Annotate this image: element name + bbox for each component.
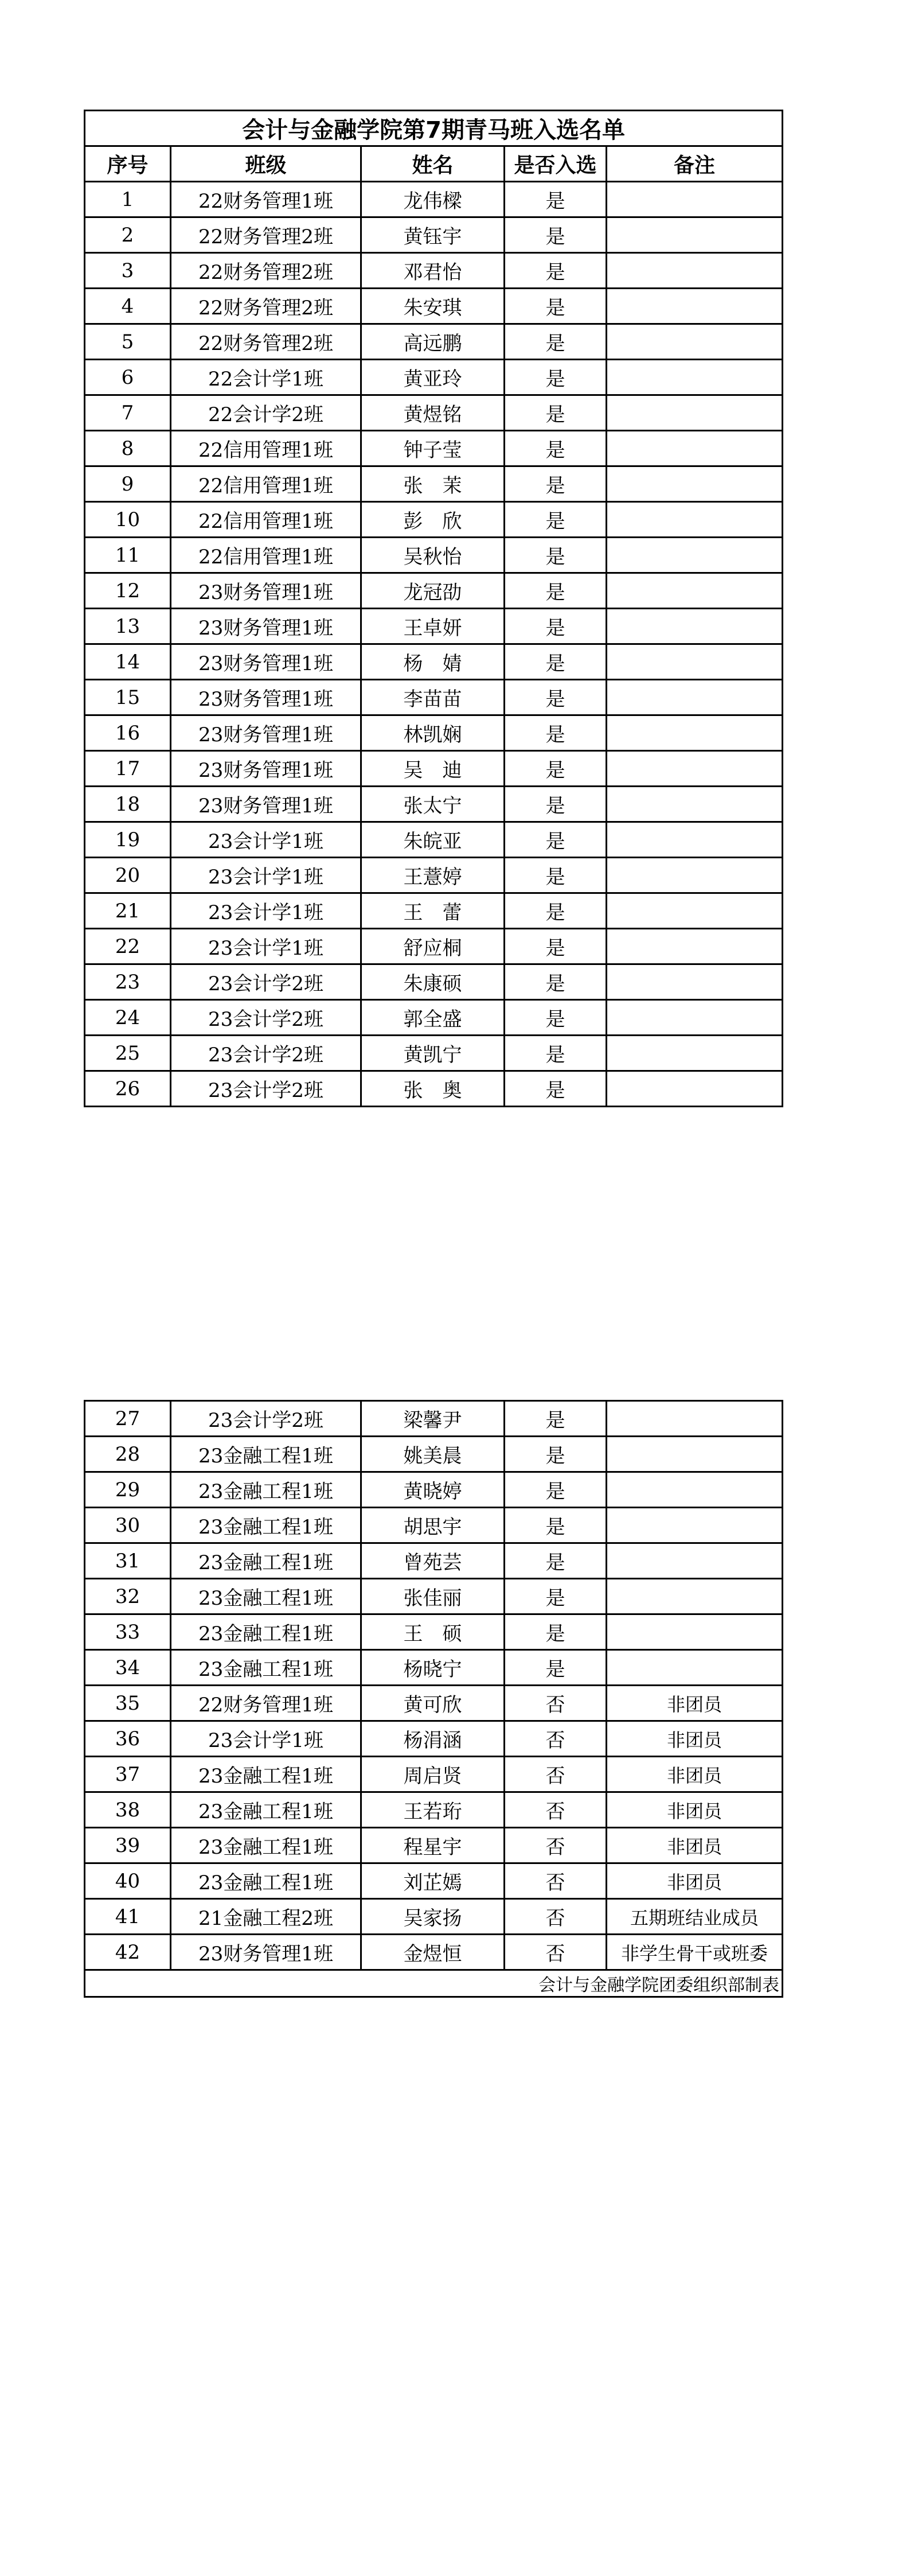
row-selected: 是 (505, 324, 607, 360)
row-selected: 是 (505, 609, 607, 644)
row-remarks (607, 644, 783, 680)
table-row (85, 1828, 783, 1863)
row-number: 32 (85, 1579, 171, 1614)
row-name: 杨晓宁 (361, 1650, 505, 1686)
row-remarks (607, 253, 783, 289)
row-number: 15 (85, 680, 171, 715)
row-selected: 是 (505, 1472, 607, 1508)
row-number: 42 (85, 1935, 171, 1970)
row-class: 23会计学1班 (171, 893, 361, 929)
row-selected: 是 (505, 1508, 607, 1543)
row-class: 22财务管理1班 (171, 182, 361, 217)
row-selected: 是 (505, 360, 607, 395)
row-remarks: 非团员 (607, 1721, 783, 1757)
row-class: 23会计学1班 (171, 1721, 361, 1757)
row-remarks (607, 466, 783, 502)
table-footer: 会计与金融学院团委组织部制表 (85, 1970, 783, 1997)
table-row (85, 1721, 783, 1757)
row-remarks (607, 1000, 783, 1036)
row-class: 22信用管理1班 (171, 466, 361, 502)
row-remarks: 非团员 (607, 1686, 783, 1721)
row-number: 33 (85, 1614, 171, 1650)
header-row (85, 146, 783, 182)
row-class: 23金融工程1班 (171, 1828, 361, 1863)
table-row (85, 1036, 783, 1071)
row-class: 23会计学1班 (171, 822, 361, 858)
row-remarks (607, 502, 783, 538)
row-remarks: 非团员 (607, 1792, 783, 1828)
row-name: 朱皖亚 (361, 822, 505, 858)
row-class: 22会计学1班 (171, 360, 361, 395)
row-remarks (607, 1401, 783, 1437)
row-selected: 是 (505, 1071, 607, 1107)
table-row (85, 751, 783, 787)
row-number: 18 (85, 787, 171, 822)
row-name: 黄煜铭 (361, 395, 505, 431)
table-row (85, 1899, 783, 1935)
table-row (85, 822, 783, 858)
row-remarks (607, 929, 783, 964)
row-selected: 是 (505, 715, 607, 751)
row-selected: 是 (505, 1437, 607, 1472)
row-name: 杨涓涵 (361, 1721, 505, 1757)
row-remarks (607, 893, 783, 929)
row-remarks (607, 1508, 783, 1543)
table-row (85, 1614, 783, 1650)
row-number: 5 (85, 324, 171, 360)
table-row (85, 217, 783, 253)
row-name: 李苗苗 (361, 680, 505, 715)
row-class: 22信用管理1班 (171, 502, 361, 538)
row-number: 22 (85, 929, 171, 964)
row-name: 金煜恒 (361, 1935, 505, 1970)
table-row (85, 1401, 783, 1437)
table-row (85, 538, 783, 573)
table-row (85, 1000, 783, 1036)
row-name: 林凯娴 (361, 715, 505, 751)
row-class: 23财务管理1班 (171, 715, 361, 751)
table-row (85, 1792, 783, 1828)
row-class: 23会计学1班 (171, 858, 361, 893)
row-name: 舒应桐 (361, 929, 505, 964)
row-selected: 是 (505, 182, 607, 217)
row-class: 23财务管理1班 (171, 573, 361, 609)
table-row (85, 787, 783, 822)
row-name: 刘芷嫣 (361, 1863, 505, 1899)
row-selected: 是 (505, 1543, 607, 1579)
row-selected: 是 (505, 893, 607, 929)
table-row (85, 929, 783, 964)
row-class: 23会计学1班 (171, 929, 361, 964)
row-selected: 是 (505, 822, 607, 858)
row-selected: 是 (505, 1650, 607, 1686)
row-remarks: 非团员 (607, 1828, 783, 1863)
row-selected: 是 (505, 1401, 607, 1437)
table-row (85, 1686, 783, 1721)
header-class: 班级 (171, 146, 361, 182)
table-row (85, 964, 783, 1000)
table-row (85, 253, 783, 289)
row-remarks (607, 1437, 783, 1472)
row-name: 黄晓婷 (361, 1472, 505, 1508)
row-name: 吴家扬 (361, 1899, 505, 1935)
row-name: 彭 欣 (361, 502, 505, 538)
row-name: 曾苑芸 (361, 1543, 505, 1579)
row-name: 郭全盛 (361, 1000, 505, 1036)
table-row (85, 395, 783, 431)
row-number: 7 (85, 395, 171, 431)
row-class: 23财务管理1班 (171, 644, 361, 680)
row-number: 21 (85, 893, 171, 929)
row-selected: 是 (505, 1000, 607, 1036)
row-selected: 是 (505, 253, 607, 289)
row-class: 23金融工程1班 (171, 1650, 361, 1686)
row-remarks (607, 1614, 783, 1650)
table-row (85, 893, 783, 929)
row-name: 张太宁 (361, 787, 505, 822)
row-remarks (607, 680, 783, 715)
row-number: 28 (85, 1437, 171, 1472)
table-row (85, 289, 783, 324)
row-class: 23金融工程1班 (171, 1614, 361, 1650)
row-name: 张 茉 (361, 466, 505, 502)
roster-table-page-1 (84, 110, 783, 1107)
row-class: 22财务管理2班 (171, 217, 361, 253)
row-class: 23金融工程1班 (171, 1863, 361, 1899)
table-row (85, 1437, 783, 1472)
row-remarks (607, 360, 783, 395)
row-name: 王卓妍 (361, 609, 505, 644)
row-name: 黄可欣 (361, 1686, 505, 1721)
row-number: 31 (85, 1543, 171, 1579)
row-class: 22信用管理1班 (171, 538, 361, 573)
row-selected: 是 (505, 680, 607, 715)
row-number: 8 (85, 431, 171, 466)
row-selected: 否 (505, 1899, 607, 1935)
row-remarks (607, 858, 783, 893)
row-remarks (607, 1071, 783, 1107)
row-class: 23会计学2班 (171, 1071, 361, 1107)
row-class: 23金融工程1班 (171, 1543, 361, 1579)
table-row (85, 1543, 783, 1579)
row-number: 19 (85, 822, 171, 858)
row-number: 1 (85, 182, 171, 217)
row-name: 高远鹏 (361, 324, 505, 360)
row-class: 22财务管理2班 (171, 289, 361, 324)
row-class: 23会计学2班 (171, 1401, 361, 1437)
row-name: 姚美晨 (361, 1437, 505, 1472)
row-remarks (607, 217, 783, 253)
row-remarks (607, 1472, 783, 1508)
header-name: 姓名 (361, 146, 505, 182)
row-number: 4 (85, 289, 171, 324)
row-name: 王 硕 (361, 1614, 505, 1650)
row-class: 23金融工程1班 (171, 1437, 361, 1472)
row-number: 25 (85, 1036, 171, 1071)
row-selected: 是 (505, 929, 607, 964)
table-title: 会计与金融学院第7期青马班入选名单 (85, 111, 783, 146)
row-class: 23会计学2班 (171, 1036, 361, 1071)
row-number: 30 (85, 1508, 171, 1543)
row-selected: 否 (505, 1828, 607, 1863)
table-row (85, 182, 783, 217)
row-selected: 是 (505, 538, 607, 573)
row-number: 14 (85, 644, 171, 680)
row-name: 杨 婧 (361, 644, 505, 680)
row-name: 黄亚玲 (361, 360, 505, 395)
row-remarks (607, 538, 783, 573)
row-name: 胡思宇 (361, 1508, 505, 1543)
row-name: 王 蕾 (361, 893, 505, 929)
row-class: 23金融工程1班 (171, 1757, 361, 1792)
row-selected: 是 (505, 787, 607, 822)
header-number: 序号 (85, 146, 171, 182)
row-number: 9 (85, 466, 171, 502)
table-row (85, 1071, 783, 1107)
row-remarks: 五期班结业成员 (607, 1899, 783, 1935)
row-name: 王薏婷 (361, 858, 505, 893)
row-class: 22财务管理2班 (171, 253, 361, 289)
row-class: 23金融工程1班 (171, 1508, 361, 1543)
row-selected: 是 (505, 217, 607, 253)
row-remarks (607, 573, 783, 609)
row-remarks: 非学生骨干或班委 (607, 1935, 783, 1970)
table-row (85, 324, 783, 360)
row-class: 22财务管理2班 (171, 324, 361, 360)
row-selected: 是 (505, 964, 607, 1000)
row-class: 23金融工程1班 (171, 1792, 361, 1828)
table-row (85, 502, 783, 538)
row-remarks (607, 964, 783, 1000)
row-class: 23财务管理1班 (171, 1935, 361, 1970)
row-remarks (607, 822, 783, 858)
row-number: 26 (85, 1071, 171, 1107)
row-selected: 是 (505, 502, 607, 538)
row-name: 朱安琪 (361, 289, 505, 324)
row-selected: 是 (505, 395, 607, 431)
row-selected: 是 (505, 751, 607, 787)
row-remarks (607, 609, 783, 644)
row-number: 39 (85, 1828, 171, 1863)
row-number: 13 (85, 609, 171, 644)
row-name: 王若珩 (361, 1792, 505, 1828)
row-number: 23 (85, 964, 171, 1000)
table-row (85, 858, 783, 893)
table-row (85, 1579, 783, 1614)
row-selected: 是 (505, 1579, 607, 1614)
row-selected: 是 (505, 644, 607, 680)
row-selected: 是 (505, 858, 607, 893)
row-name: 朱康硕 (361, 964, 505, 1000)
row-remarks: 非团员 (607, 1863, 783, 1899)
table-row (85, 1508, 783, 1543)
row-selected: 是 (505, 431, 607, 466)
row-number: 38 (85, 1792, 171, 1828)
row-class: 23金融工程1班 (171, 1579, 361, 1614)
row-number: 2 (85, 217, 171, 253)
row-number: 34 (85, 1650, 171, 1686)
row-remarks (607, 1579, 783, 1614)
row-class: 23财务管理1班 (171, 751, 361, 787)
row-name: 吴秋怡 (361, 538, 505, 573)
row-class: 23财务管理1班 (171, 680, 361, 715)
row-remarks (607, 715, 783, 751)
row-name: 周启贤 (361, 1757, 505, 1792)
footer-row (85, 1970, 783, 1997)
row-selected: 是 (505, 289, 607, 324)
row-selected: 否 (505, 1757, 607, 1792)
row-remarks (607, 1036, 783, 1071)
table-row (85, 644, 783, 680)
row-name: 吴 迪 (361, 751, 505, 787)
header-remarks: 备注 (607, 146, 783, 182)
row-number: 41 (85, 1899, 171, 1935)
row-number: 20 (85, 858, 171, 893)
row-selected: 否 (505, 1721, 607, 1757)
row-selected: 否 (505, 1792, 607, 1828)
row-name: 程星宇 (361, 1828, 505, 1863)
table-row (85, 1935, 783, 1970)
row-class: 23会计学2班 (171, 1000, 361, 1036)
row-class: 23会计学2班 (171, 964, 361, 1000)
row-remarks (607, 289, 783, 324)
row-name: 黄钰宇 (361, 217, 505, 253)
row-name: 邓君怡 (361, 253, 505, 289)
row-remarks (607, 324, 783, 360)
table-row (85, 466, 783, 502)
row-selected: 是 (505, 1614, 607, 1650)
table-row (85, 1650, 783, 1686)
table-row (85, 609, 783, 644)
row-selected: 否 (505, 1935, 607, 1970)
row-name: 梁馨尹 (361, 1401, 505, 1437)
row-number: 12 (85, 573, 171, 609)
table-row (85, 573, 783, 609)
row-class: 23财务管理1班 (171, 609, 361, 644)
row-class: 22财务管理1班 (171, 1686, 361, 1721)
table-row (85, 715, 783, 751)
row-remarks (607, 1543, 783, 1579)
row-name: 钟子莹 (361, 431, 505, 466)
title-row (85, 111, 783, 146)
row-name: 张佳丽 (361, 1579, 505, 1614)
row-class: 23金融工程1班 (171, 1472, 361, 1508)
table-row (85, 431, 783, 466)
table-row (85, 360, 783, 395)
row-class: 21金融工程2班 (171, 1899, 361, 1935)
row-class: 23财务管理1班 (171, 787, 361, 822)
roster-table-page-2 (84, 1400, 783, 1998)
row-number: 6 (85, 360, 171, 395)
row-remarks (607, 395, 783, 431)
row-class: 22信用管理1班 (171, 431, 361, 466)
row-number: 29 (85, 1472, 171, 1508)
row-number: 17 (85, 751, 171, 787)
row-number: 3 (85, 253, 171, 289)
row-remarks (607, 1650, 783, 1686)
row-number: 27 (85, 1401, 171, 1437)
row-selected: 否 (505, 1686, 607, 1721)
row-number: 36 (85, 1721, 171, 1757)
row-number: 11 (85, 538, 171, 573)
row-number: 37 (85, 1757, 171, 1792)
table-row (85, 1757, 783, 1792)
row-number: 24 (85, 1000, 171, 1036)
row-remarks: 非团员 (607, 1757, 783, 1792)
table-row (85, 1472, 783, 1508)
row-selected: 是 (505, 1036, 607, 1071)
row-name: 龙冠劭 (361, 573, 505, 609)
row-class: 22会计学2班 (171, 395, 361, 431)
row-number: 10 (85, 502, 171, 538)
row-name: 张 奥 (361, 1071, 505, 1107)
row-remarks (607, 787, 783, 822)
row-selected: 否 (505, 1863, 607, 1899)
header-selected: 是否入选 (505, 146, 607, 182)
row-remarks (607, 751, 783, 787)
table-row (85, 680, 783, 715)
table-row (85, 1863, 783, 1899)
row-name: 龙伟樑 (361, 182, 505, 217)
row-number: 35 (85, 1686, 171, 1721)
row-selected: 是 (505, 573, 607, 609)
row-remarks (607, 182, 783, 217)
row-number: 16 (85, 715, 171, 751)
row-name: 黄凯宁 (361, 1036, 505, 1071)
row-selected: 是 (505, 466, 607, 502)
row-remarks (607, 431, 783, 466)
row-number: 40 (85, 1863, 171, 1899)
